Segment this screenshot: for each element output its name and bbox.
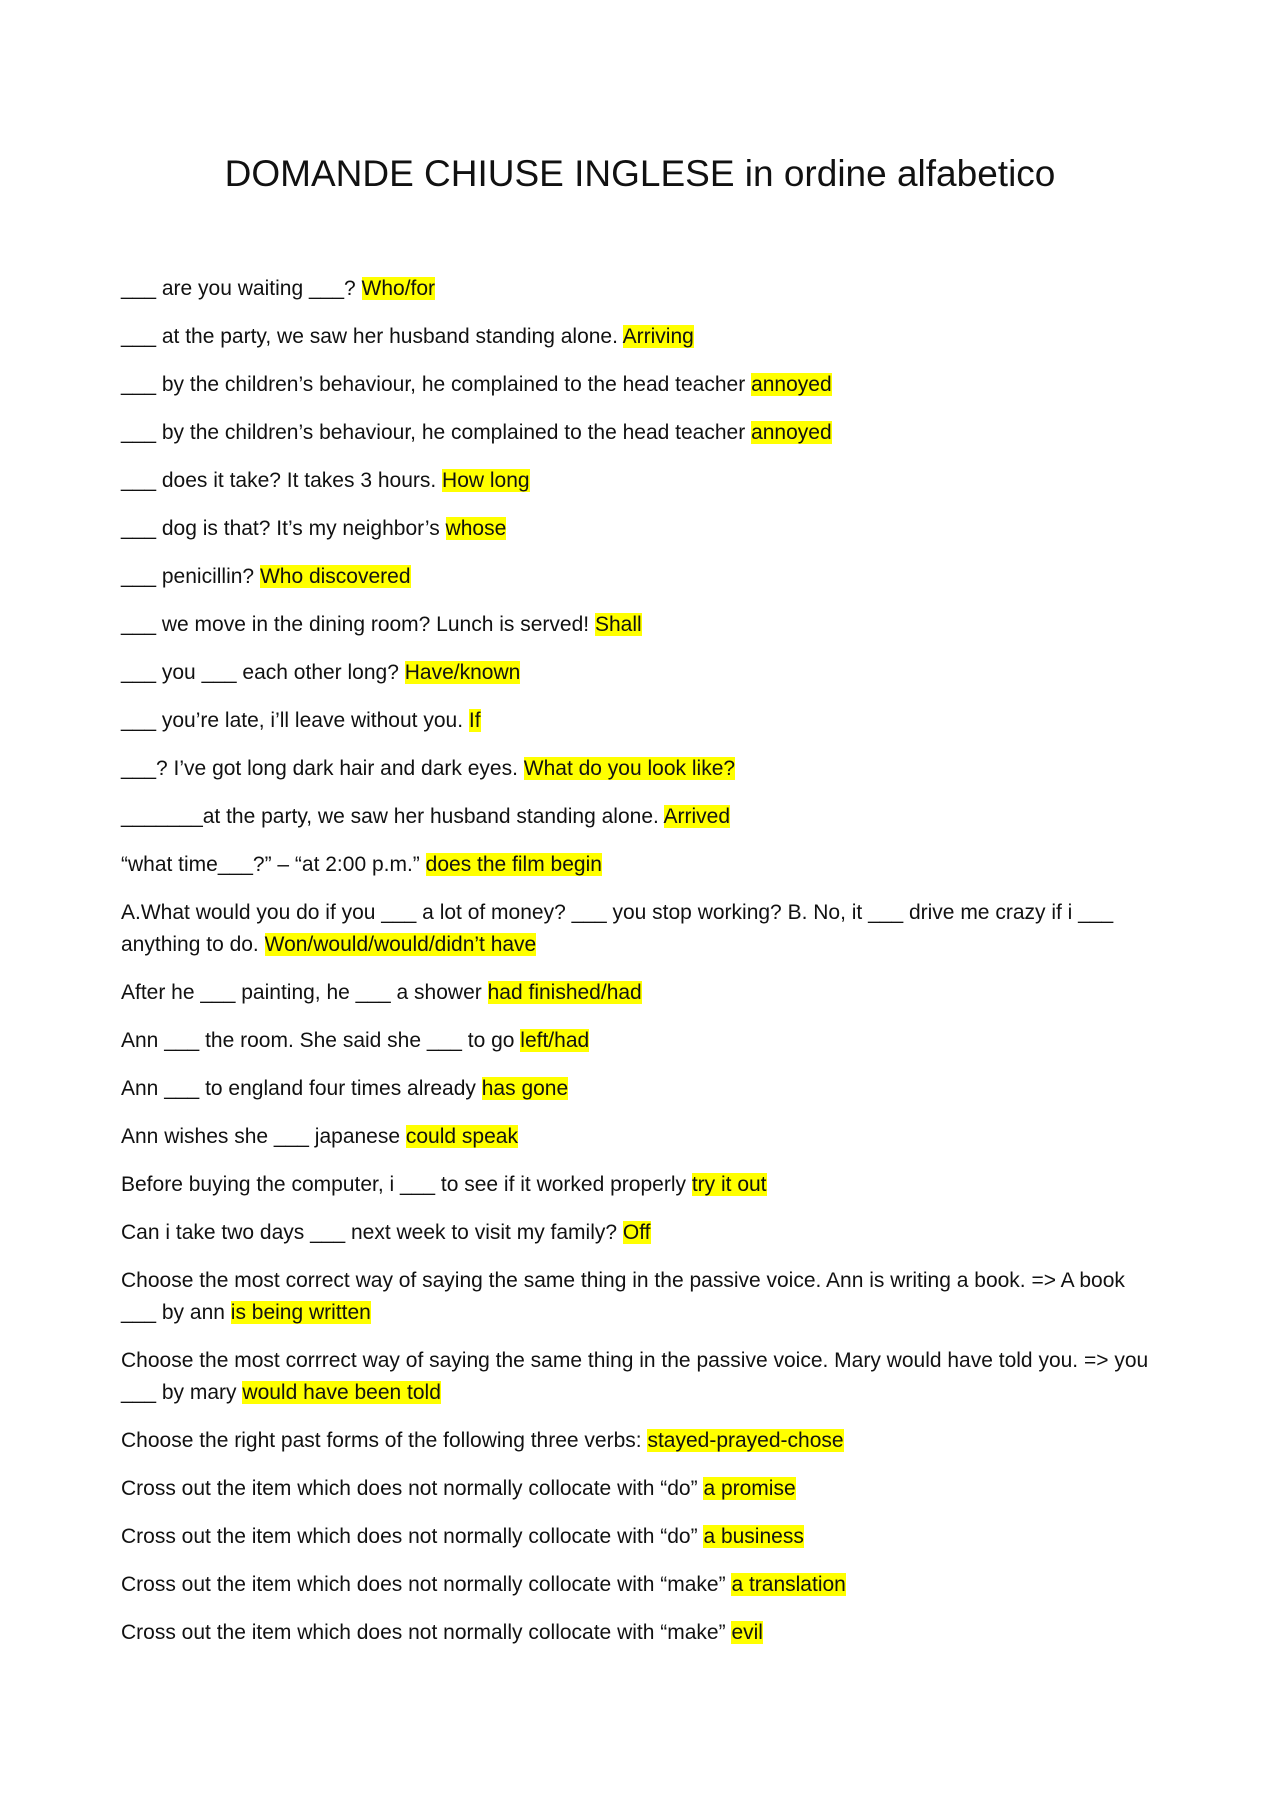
question-text: Ann wishes she ___ japanese [121, 1125, 401, 1148]
answer-highlight: try it out [691, 1173, 767, 1196]
list-item [121, 1473, 1161, 1505]
list-item [121, 1521, 1161, 1553]
answer-highlight: Have/known [404, 661, 521, 684]
question-text: Choose the most corrrect way of saying the same thing in the passive voice. Mary would have told you. => you ___ by mary [121, 1349, 1149, 1404]
list-item [121, 801, 1161, 833]
question-list [121, 273, 1161, 1665]
question-text: Cross out the item which does not normally collocate with “make” [121, 1573, 726, 1596]
list-item [121, 897, 1161, 961]
question-text: _______at the party, we saw her husband standing alone. [121, 805, 659, 828]
answer-highlight: Shall [594, 613, 642, 636]
answer-highlight: Arrived [663, 805, 731, 828]
list-item [121, 273, 1161, 305]
list-item [121, 1425, 1161, 1457]
question-text: ___ dog is that? It’s my neighbor’s [121, 517, 440, 540]
question-text: ___ at the party, we saw her husband standing alone. [121, 325, 618, 348]
question-text: ___ by the children’s behaviour, he complained to the head teacher [121, 373, 746, 396]
answer-highlight: a business [703, 1525, 804, 1548]
question-text: ___ you ___ each other long? [121, 661, 399, 684]
answer-highlight: left/had [520, 1029, 590, 1052]
list-item [121, 1025, 1161, 1057]
list-item [121, 321, 1161, 353]
list-item [121, 417, 1161, 449]
list-item [121, 465, 1161, 497]
answer-highlight: could speak [405, 1125, 518, 1148]
question-text: A.What would you do if you ___ a lot of money? ___ you stop working? B. No, it ___ drive me crazy if i ___ anything to do. [121, 901, 1114, 956]
answer-highlight: Who/for [361, 277, 436, 300]
question-text: ___ does it take? It takes 3 hours. [121, 469, 437, 492]
list-item [121, 1345, 1161, 1409]
answer-highlight: How long [442, 469, 530, 492]
question-text: ___ we move in the dining room? Lunch is served! [121, 613, 590, 636]
question-text: ___ are you waiting ___? [121, 277, 356, 300]
question-text: Choose the right past forms of the following three verbs: [121, 1429, 642, 1452]
answer-highlight: Arriving [622, 325, 694, 348]
list-item [121, 977, 1161, 1009]
list-item [121, 657, 1161, 689]
question-text: Before buying the computer, i ___ to see if it worked properly [121, 1173, 686, 1196]
answer-highlight: If [468, 709, 481, 732]
list-item [121, 1569, 1161, 1601]
question-text: ___ by the children’s behaviour, he complained to the head teacher [121, 421, 746, 444]
answer-highlight: has gone [481, 1077, 569, 1100]
answer-highlight: Off [622, 1221, 651, 1244]
answer-highlight: evil [731, 1621, 763, 1644]
question-text: ___ you’re late, i’ll leave without you. [121, 709, 464, 732]
list-item [121, 1265, 1161, 1329]
list-item [121, 609, 1161, 641]
question-text: After he ___ painting, he ___ a shower [121, 981, 482, 1004]
answer-highlight: annoyed [751, 421, 832, 444]
list-item [121, 849, 1161, 881]
answer-highlight: Won/would/would/didn’t have [264, 933, 537, 956]
question-text: “what time___?” – “at 2:00 p.m.” [121, 853, 420, 876]
question-text: Cross out the item which does not normally collocate with “make” [121, 1621, 726, 1644]
list-item [121, 1169, 1161, 1201]
question-text: Ann ___ the room. She said she ___ to go [121, 1029, 515, 1052]
list-item [121, 753, 1161, 785]
question-text: Ann ___ to england four times already [121, 1077, 476, 1100]
question-text: Can i take two days ___ next week to visit my family? [121, 1221, 618, 1244]
question-text: ___? I’ve got long dark hair and dark eyes. [121, 757, 518, 780]
question-text: ___ penicillin? [121, 565, 255, 588]
list-item [121, 1217, 1161, 1249]
list-item [121, 513, 1161, 545]
answer-highlight: whose [445, 517, 507, 540]
question-text: Cross out the item which does not normally collocate with “do” [121, 1477, 698, 1500]
answer-highlight: annoyed [751, 373, 832, 396]
list-item [121, 1073, 1161, 1105]
answer-highlight: a promise [703, 1477, 796, 1500]
question-text: Choose the most correct way of saying the same thing in the passive voice. Ann is writing a book. => A book ___ by ann [121, 1269, 1125, 1324]
list-item [121, 561, 1161, 593]
answer-highlight: a translation [731, 1573, 846, 1596]
list-item [121, 705, 1161, 737]
answer-highlight: does the film begin [425, 853, 602, 876]
list-item [121, 1121, 1161, 1153]
question-text: Cross out the item which does not normally collocate with “do” [121, 1525, 698, 1548]
list-item [121, 1617, 1161, 1649]
answer-highlight: had finished/had [487, 981, 642, 1004]
answer-highlight: stayed-prayed-chose [647, 1429, 844, 1452]
answer-highlight: Who discovered [259, 565, 411, 588]
list-item [121, 369, 1161, 401]
page-title: DOMANDE CHIUSE INGLESE in ordine alfabetico [224, 153, 1056, 194]
answer-highlight: would have been told [242, 1381, 441, 1404]
answer-highlight: is being written [230, 1301, 371, 1324]
answer-highlight: What do you look like? [523, 757, 736, 780]
